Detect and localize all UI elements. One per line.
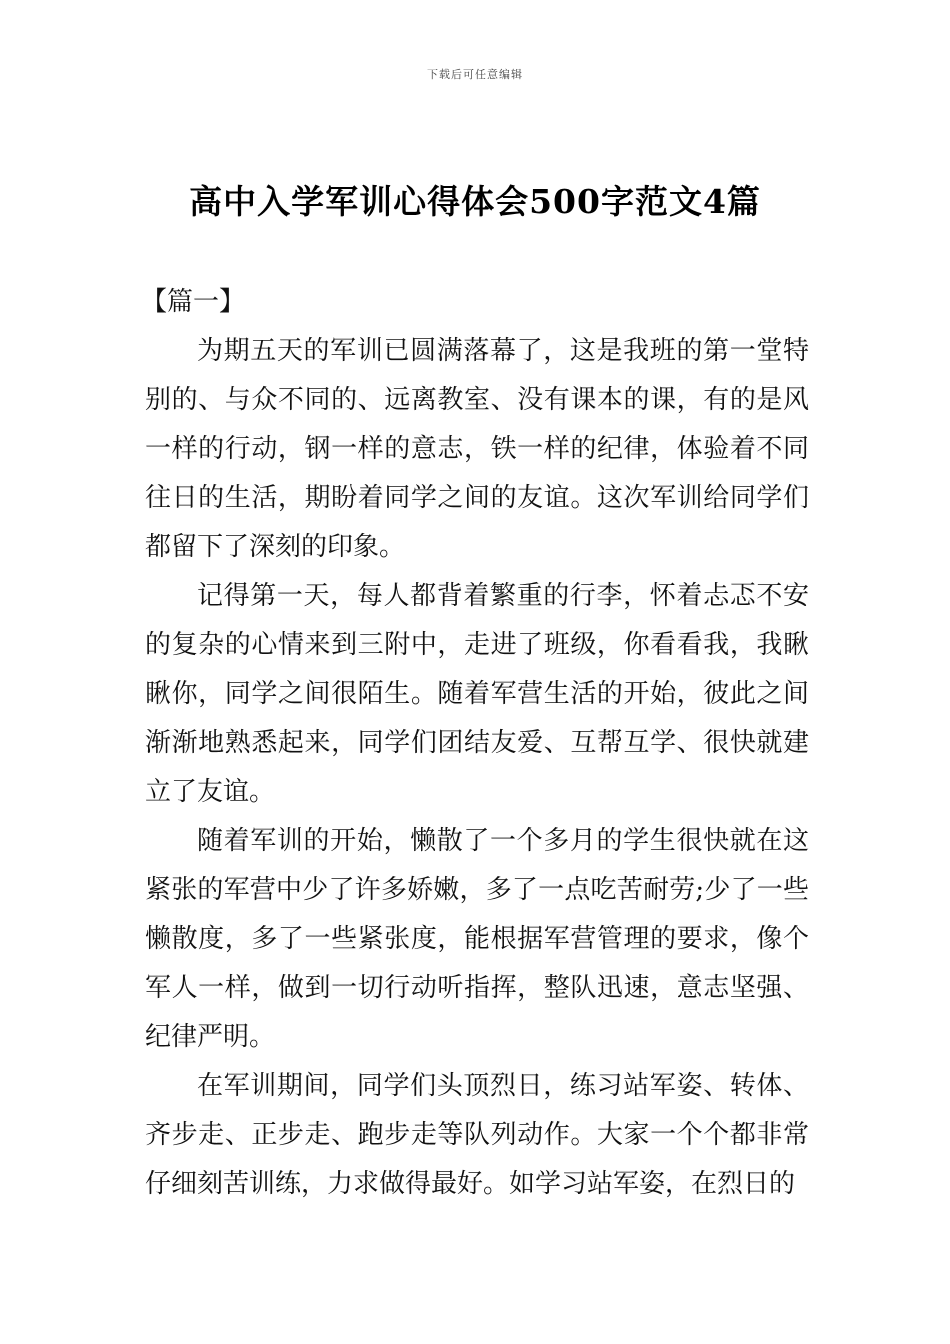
header-note: 下载后可任意编辑 <box>427 68 523 81</box>
document-body <box>141 278 809 1209</box>
section-heading: 【篇一】 <box>141 287 246 317</box>
paragraph-1: 为期五天的军训已圆满落幕了，这是我班的第一堂特别的、与众不同的、远离教室、没有课本的课，有的是风一样的行动，钢一样的意志，铁一样的纪律，体验着不同往日的生活，期盼着同学之间的友谊。这次军训给同学们都留下了深刻的印象。 <box>145 336 809 562</box>
paragraph-2: 记得第一天，每人都背着繁重的行李，怀着忐忑不安的复杂的心情来到三附中，走进了班级，你看看我，我瞅瞅你，同学之间很陌生。随着军营生活的开始，彼此之间渐渐地熟悉起来，同学们团结友爱、互帮互学、很快就建立了友谊。 <box>145 581 809 807</box>
document-title: 高中入学军训心得体会500字范文4篇 <box>189 182 761 221</box>
paragraph-3: 随着军训的开始，懒散了一个多月的学生很快就在这紧张的军营中少了许多娇嫩，多了一点吃苦耐劳;少了一些懒散度，多了一些紧张度，能根据军营管理的要求，像个军人一样，做到一切行动听指挥，整队迅速，意志坚强、纪律严明。 <box>145 826 809 1052</box>
paragraph-4: 在军训期间，同学们头顶烈日，练习站军姿、转体、齐步走、正步走、跑步走等队列动作。大家一个个都非常仔细刻苦训练，力求做得最好。如学习站军姿，在烈日的 <box>145 1071 809 1199</box>
